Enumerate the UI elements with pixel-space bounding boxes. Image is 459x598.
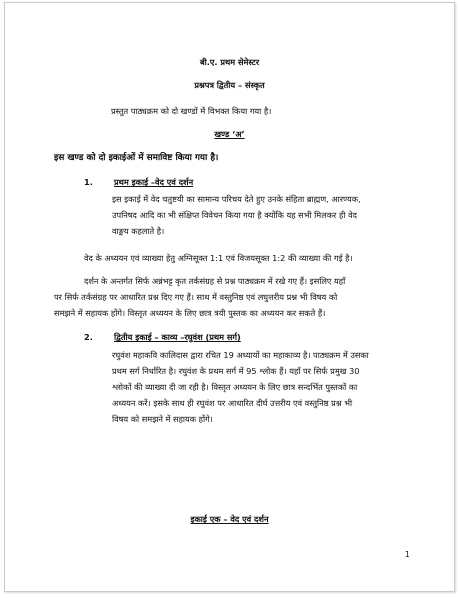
document-page — [4, 2, 455, 592]
unit1-line-3: वाङ्मय कहलाते है। — [112, 226, 165, 236]
unit-one-heading: इकाई एक – वेद एवं दर्शन — [190, 514, 269, 524]
course-title: बी.ए. प्रथम सेमेस्टर — [199, 57, 260, 67]
unit2-number: 2. — [84, 332, 93, 342]
darshan-line-2: पर सिर्फ तर्कसंग्रह पर आधारित प्रश्न दिए गए हैं। साथ में वस्तुनिष्ठ एवं लघुत्तरीय प्रश्न भी विषय को — [54, 292, 338, 302]
unit2-line-5: विषय को समझने में सहायक होंगे। — [112, 414, 213, 424]
darshan-line-3: समझने में सहायक होंगे। विस्तृत अध्ययन के लिए छात्र त्रयी पुस्तक का अध्ययन कर सकते हैं। — [54, 308, 326, 318]
unit2-line-3: श्लोकों की व्याख्या दी जा रही है। विस्तृत अध्ययन के लिए छात्र सन्दर्भित पुस्तकों का — [112, 382, 358, 392]
unit2-line-1: रघुवंश महाकवि कालिदास द्वारा रचित 19 अध्यायों का महाकाव्य है। पाठ्यक्रम में उसका — [112, 350, 369, 360]
paper-title: प्रश्नपत्र द्वितीय – संस्कृत — [194, 80, 265, 90]
unit1-number: 1. — [84, 177, 93, 187]
unit1-line-1: इस इकाई में वेद चतुष्टयी का सामान्य परिचय देते हुए उनके संहिता ब्राह्मण, आरण्यक, — [112, 194, 361, 204]
unit2-line-4: अध्ययन करें। इसके साथ ही रघुवंश पर आधारित दीर्घ उत्तरीय एवं वस्तुनिष्ठ प्रश्न भी — [112, 398, 353, 408]
intro-text: प्रस्तुत पाठ्यक्रम को दो खण्डों में विभक्त किया गया है। — [111, 106, 272, 116]
unit2-line-2: प्रथम सर्ग निर्धारित है। रघुवंश के प्रथम सर्ग में 95 श्लोक हैं। यहाँ पर सिर्फ प्रमुख 30 — [112, 366, 360, 376]
unit2-title: द्वितीय इकाई – काव्य –रघुवंश (प्रथम सर्ग) — [114, 332, 241, 342]
unit1-title: प्रथम इकाई –वेद एवं दर्शन — [114, 177, 194, 187]
page-number: 1 — [405, 550, 410, 559]
darshan-line-1: दर्शन के अन्तर्गत सिर्फ अन्नंभट्ट कृत तर्कसंग्रह से प्रश्न पाठ्यक्रम में रखे गए हैं। इसलिए यहाँ — [84, 276, 346, 286]
veda-paragraph: वेद के अध्ययन एवं व्याख्या हेतु अग्निसूक्त 1:1 एवं विजयसूक्त 1:2 की व्याख्या की गई है। — [84, 253, 353, 263]
section-a-heading: खण्ड ‘अ’ — [214, 129, 245, 139]
section-a-subheading: इस खण्ड को दो इकाईओं में समाविष्ट किया गया है। — [54, 153, 219, 163]
unit1-line-2: उपनिषद आदि का भी संक्षिप्त विवेचन किया गया है क्योंकि यह सभी मिलकर ही वेद — [112, 210, 357, 220]
